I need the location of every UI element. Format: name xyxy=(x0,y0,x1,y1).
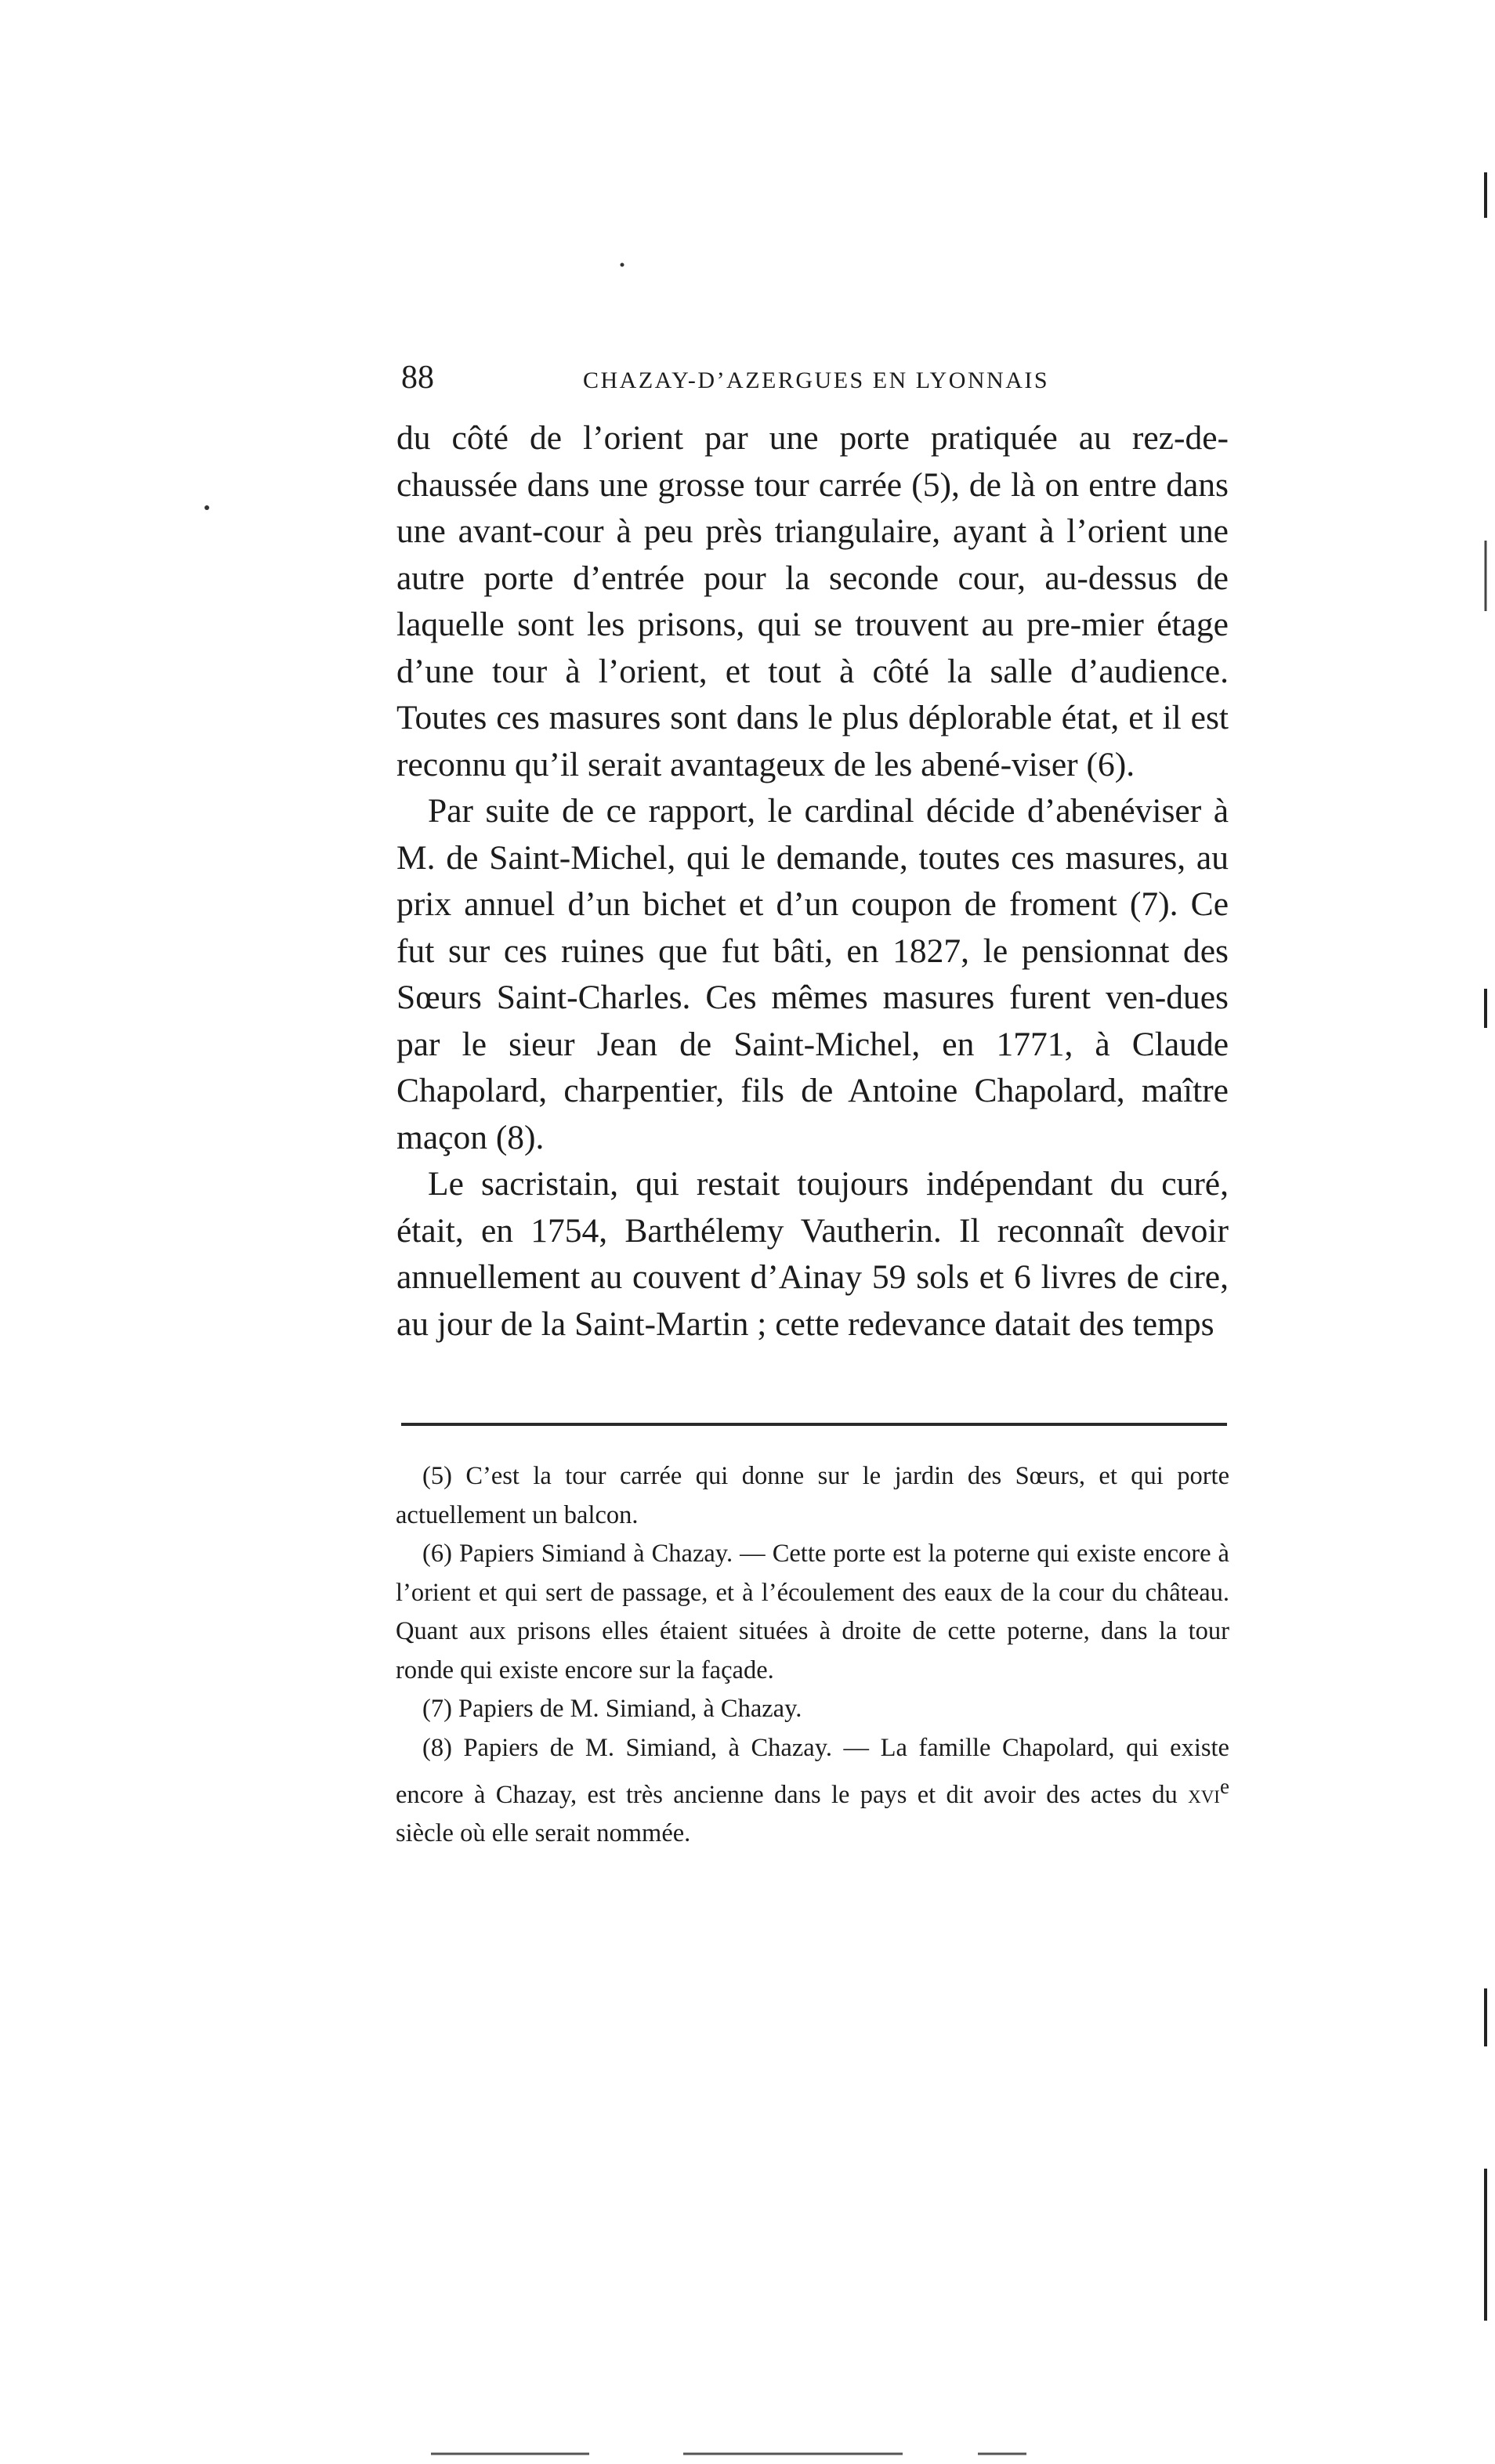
paragraph-3: Le sacristain, qui restait toujours indépendant du curé, était, en 1754, Barthélemy Vautherin. Il reconnaît devoir annuellement au couvent d’Ainay 59 sols et 6 livres de cire, au jour de la Saint-Martin ; cette redevance datait des temps xyxy=(396,1165,1229,1343)
running-title: CHAZAY-D’AZERGUES EN LYONNAIS xyxy=(583,367,1050,393)
page-number: 88 xyxy=(401,360,434,396)
footnote-8-superscript: e xyxy=(1219,1775,1229,1798)
footnote-7: (7) Papiers de M. Simiand, à Chazay. xyxy=(422,1695,802,1723)
footnote-8-text-end: siècle où elle serait nommée. xyxy=(396,1819,691,1848)
scan-speck xyxy=(205,505,209,510)
footnote-6: (6) Papiers Simiand à Chazay. — Cette porte est la poterne qui existe encore à l’orient et qui sert de passage, et à l’écoulement des eaux de la cour du château. Quant aux prisons elles étaient situées à droite de cette poterne, dans la tour ronde qui existe encore sur la façade. xyxy=(396,1540,1229,1684)
footnote-8-century: xvi xyxy=(1188,1780,1220,1809)
footnote-5: (5) C’est la tour carrée qui donne sur le jardin des Sœurs, et qui porte actuellement un balcon. xyxy=(396,1462,1229,1529)
scan-speck xyxy=(621,263,624,267)
paragraph-1: du côté de l’orient par une porte pratiquée au rez-de-chaussée dans une grosse tour carrée (5), de là on entre dans une avant-cour à peu près triangulaire, ayant à l’orient une autre porte d’entrée pour la seconde cour, au-dessus de laquelle sont les prisons, qui se trouvent au pre-mier étage d’une tour à l’orient, et tout à côté la salle d’audience. Toutes ces masures sont dans le plus déplorable état, et il est reconnu qu’il serait avantageux de les abené-viser (6). xyxy=(396,419,1229,783)
paragraph-2: Par suite de ce rapport, le cardinal décide d’abenéviser à M. de Saint-Michel, qui le demande, toutes ces masures, au prix annuel d’un bichet et d’un coupon de froment (7). Ce fut sur ces ruines que fut bâti, en 1827, le pensionnat des Sœurs Saint-Charles. Ces mêmes masures furent ven-dues par le sieur Jean de Saint-Michel, en 1771, à Claude Chapolard, charpentier, fils de Antoine Chapolard, maître maçon (8). xyxy=(396,792,1229,1156)
footnote-8-text: (8) Papiers de M. Simiand, à Chazay. — La famille Chapolard, qui existe encore à Chazay, est très ancienne dans le pays et dit avoir des actes du xyxy=(396,1733,1229,1809)
